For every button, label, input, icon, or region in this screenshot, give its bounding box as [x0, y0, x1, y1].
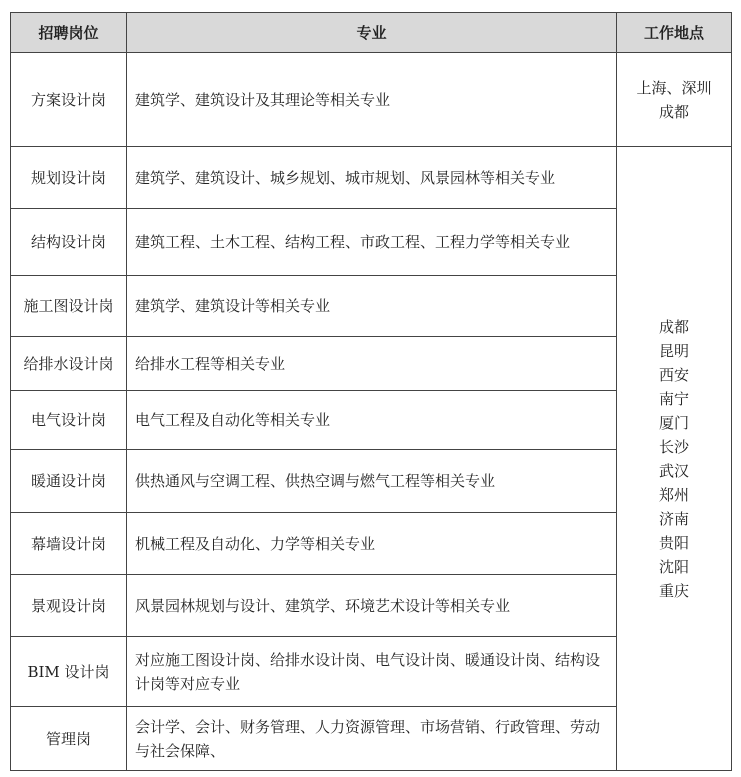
location-text: 昆明 [658, 341, 689, 360]
major-cell: 供热通风与空调工程、供热空调与燃气工程等相关专业 [127, 450, 617, 513]
position-cell: 给排水设计岗 [11, 337, 127, 391]
location-text: 郑州 [658, 485, 689, 504]
header-position: 招聘岗位 [11, 13, 127, 53]
position-cell: 管理岗 [11, 707, 127, 771]
major-cell: 建筑学、建筑设计及其理论等相关专业 [127, 53, 617, 147]
major-cell: 电气工程及自动化等相关专业 [127, 391, 617, 450]
location-text: 济南 [658, 509, 689, 528]
major-cell: 给排水工程等相关专业 [127, 337, 617, 391]
header-major: 专业 [127, 13, 617, 53]
position-cell: 幕墙设计岗 [11, 513, 127, 575]
major-cell: 风景园林规划与设计、建筑学、环境艺术设计等相关专业 [127, 575, 617, 637]
location-text: 成都 [658, 102, 689, 121]
location-text: 长沙 [658, 437, 689, 456]
location-text: 贵阳 [658, 533, 689, 552]
major-cell: 会计学、会计、财务管理、人力资源管理、市场营销、行政管理、劳动与社会保障、 [127, 707, 617, 771]
header-row [11, 13, 732, 53]
major-cell: 建筑工程、土木工程、结构工程、市政工程、工程力学等相关专业 [127, 209, 617, 276]
position-cell: 方案设计岗 [11, 53, 127, 147]
location-text: 重庆 [658, 581, 689, 600]
major-cell: 建筑学、建筑设计、城乡规划、城市规划、风景园林等相关专业 [127, 147, 617, 209]
location-text: 武汉 [658, 461, 689, 480]
major-cell: 对应施工图设计岗、给排水设计岗、电气设计岗、暖通设计岗、结构设计岗等对应专业 [127, 637, 617, 707]
location-text: 南宁 [658, 389, 689, 408]
position-cell: BIM 设计岗 [11, 637, 127, 707]
position-cell: 结构设计岗 [11, 209, 127, 276]
location-text: 沈阳 [658, 557, 689, 576]
table-row [11, 53, 732, 147]
location-cell [617, 53, 732, 147]
location-text: 成都 [658, 317, 689, 336]
recruitment-table [10, 12, 732, 771]
header-location: 工作地点 [617, 13, 732, 53]
position-cell: 规划设计岗 [11, 147, 127, 209]
position-cell: 暖通设计岗 [11, 450, 127, 513]
location-cell [617, 147, 732, 771]
location-text: 厦门 [658, 413, 689, 432]
position-cell: 景观设计岗 [11, 575, 127, 637]
table-row [11, 147, 732, 209]
major-cell: 建筑学、建筑设计等相关专业 [127, 276, 617, 337]
position-cell: 施工图设计岗 [11, 276, 127, 337]
major-cell: 机械工程及自动化、力学等相关专业 [127, 513, 617, 575]
position-cell: 电气设计岗 [11, 391, 127, 450]
location-text: 上海、深圳 [636, 78, 712, 97]
location-text: 西安 [658, 365, 689, 384]
